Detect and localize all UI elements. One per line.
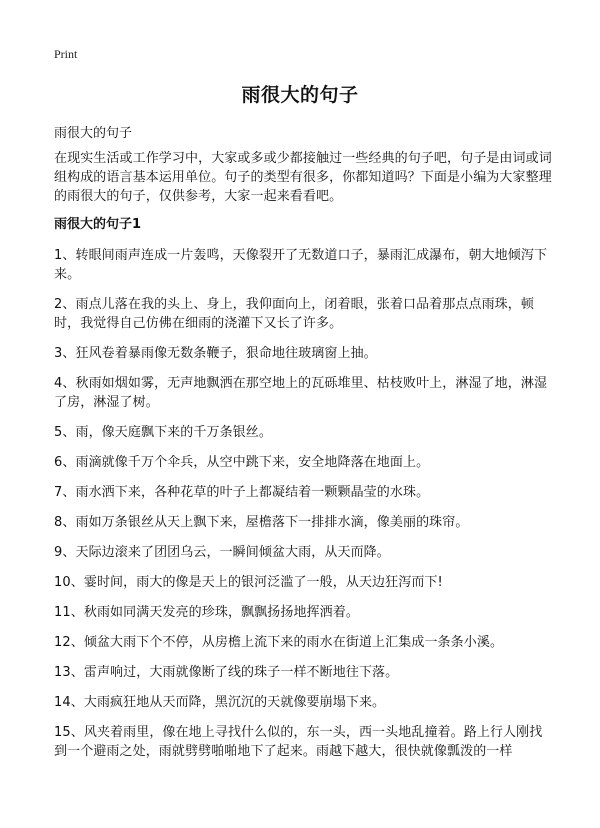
list-item: 12、倾盆大雨下个不停，从房檐上流下来的雨水在街道上汇集成一条条小溪。 (54, 635, 504, 650)
list-item: 5、雨，像天庭飘下来的千万条银丝。 (54, 425, 272, 440)
list-item: 11、秋雨如同满天发亮的珍珠，飘飘扬扬地挥洒着。 (54, 605, 359, 620)
list-item: 13、雷声响过，大雨就像断了线的珠子一样不断地往下落。 (54, 665, 399, 680)
list-item: 10、霎时间，雨大的像是天上的银河泛滥了一般，从天边狂泻而下! (54, 575, 443, 590)
list-item: 8、雨如万条银丝从天上飘下来，屋檐落下一排排水滴，像美丽的珠帘。 (54, 515, 469, 530)
list-item: 3、狂风卷着暴雨像无数条鞭子，狠命地往玻璃窗上抽。 (54, 346, 377, 361)
page-title: 雨很大的句子 (241, 84, 359, 106)
sentence-list (54, 246, 552, 772)
intro-paragraph: 在现实生活或工作学习中，大家或多或少都接触过一些经典的句子吧，句子是由词或词组构成的语言基本运用单位。句子的类型有很多，你都知道吗？下面是小编为大家整理的雨很大的句子，仅供参考，大家一起来看看吧。 (54, 151, 552, 204)
list-item: 4、秋雨如烟如雾，无声地飘洒在那空地上的瓦砾堆里、枯枝败叶上，淋湿了地，淋湿了房，淋湿了树。 (54, 376, 548, 410)
section-heading: 雨很大的句子1 (54, 217, 142, 232)
list-item: 1、转眼间雨声连成一片轰鸣，天像裂开了无数道口子，暴雨汇成瀑布，朝大地倾泻下来。 (54, 248, 548, 282)
print-label[interactable]: Print (54, 47, 78, 61)
list-item: 6、雨滴就像千万个伞兵，从空中跳下来，安全地降落在地面上。 (54, 455, 430, 470)
list-item: 2、雨点儿落在我的头上、身上，我仰面向上，闭着眼，张着口品着那点点雨珠，顿时，我觉得自己仿佛在细雨的浇灌下又长了许多。 (54, 297, 534, 331)
document-subtitle: 雨很大的句子 (54, 126, 133, 141)
list-item: 9、天际边滚来了团团乌云，一瞬间倾盆大雨，从天而降。 (54, 545, 390, 560)
list-item: 15、风夹着雨里，像在地上寻找什么似的，东一头，西一头地乱撞着。路上行人刚找到一个避雨之处，雨就劈劈啪啪地下了起来。雨越下越大，很快就像瓢泼的一样 (54, 725, 543, 759)
list-item: 7、雨水洒下来，各种花草的叶子上都凝结着一颗颗晶莹的水珠。 (54, 485, 430, 500)
list-item: 14、大雨疯狂地从天而降，黑沉沉的天就像要崩塌下来。 (54, 695, 386, 710)
